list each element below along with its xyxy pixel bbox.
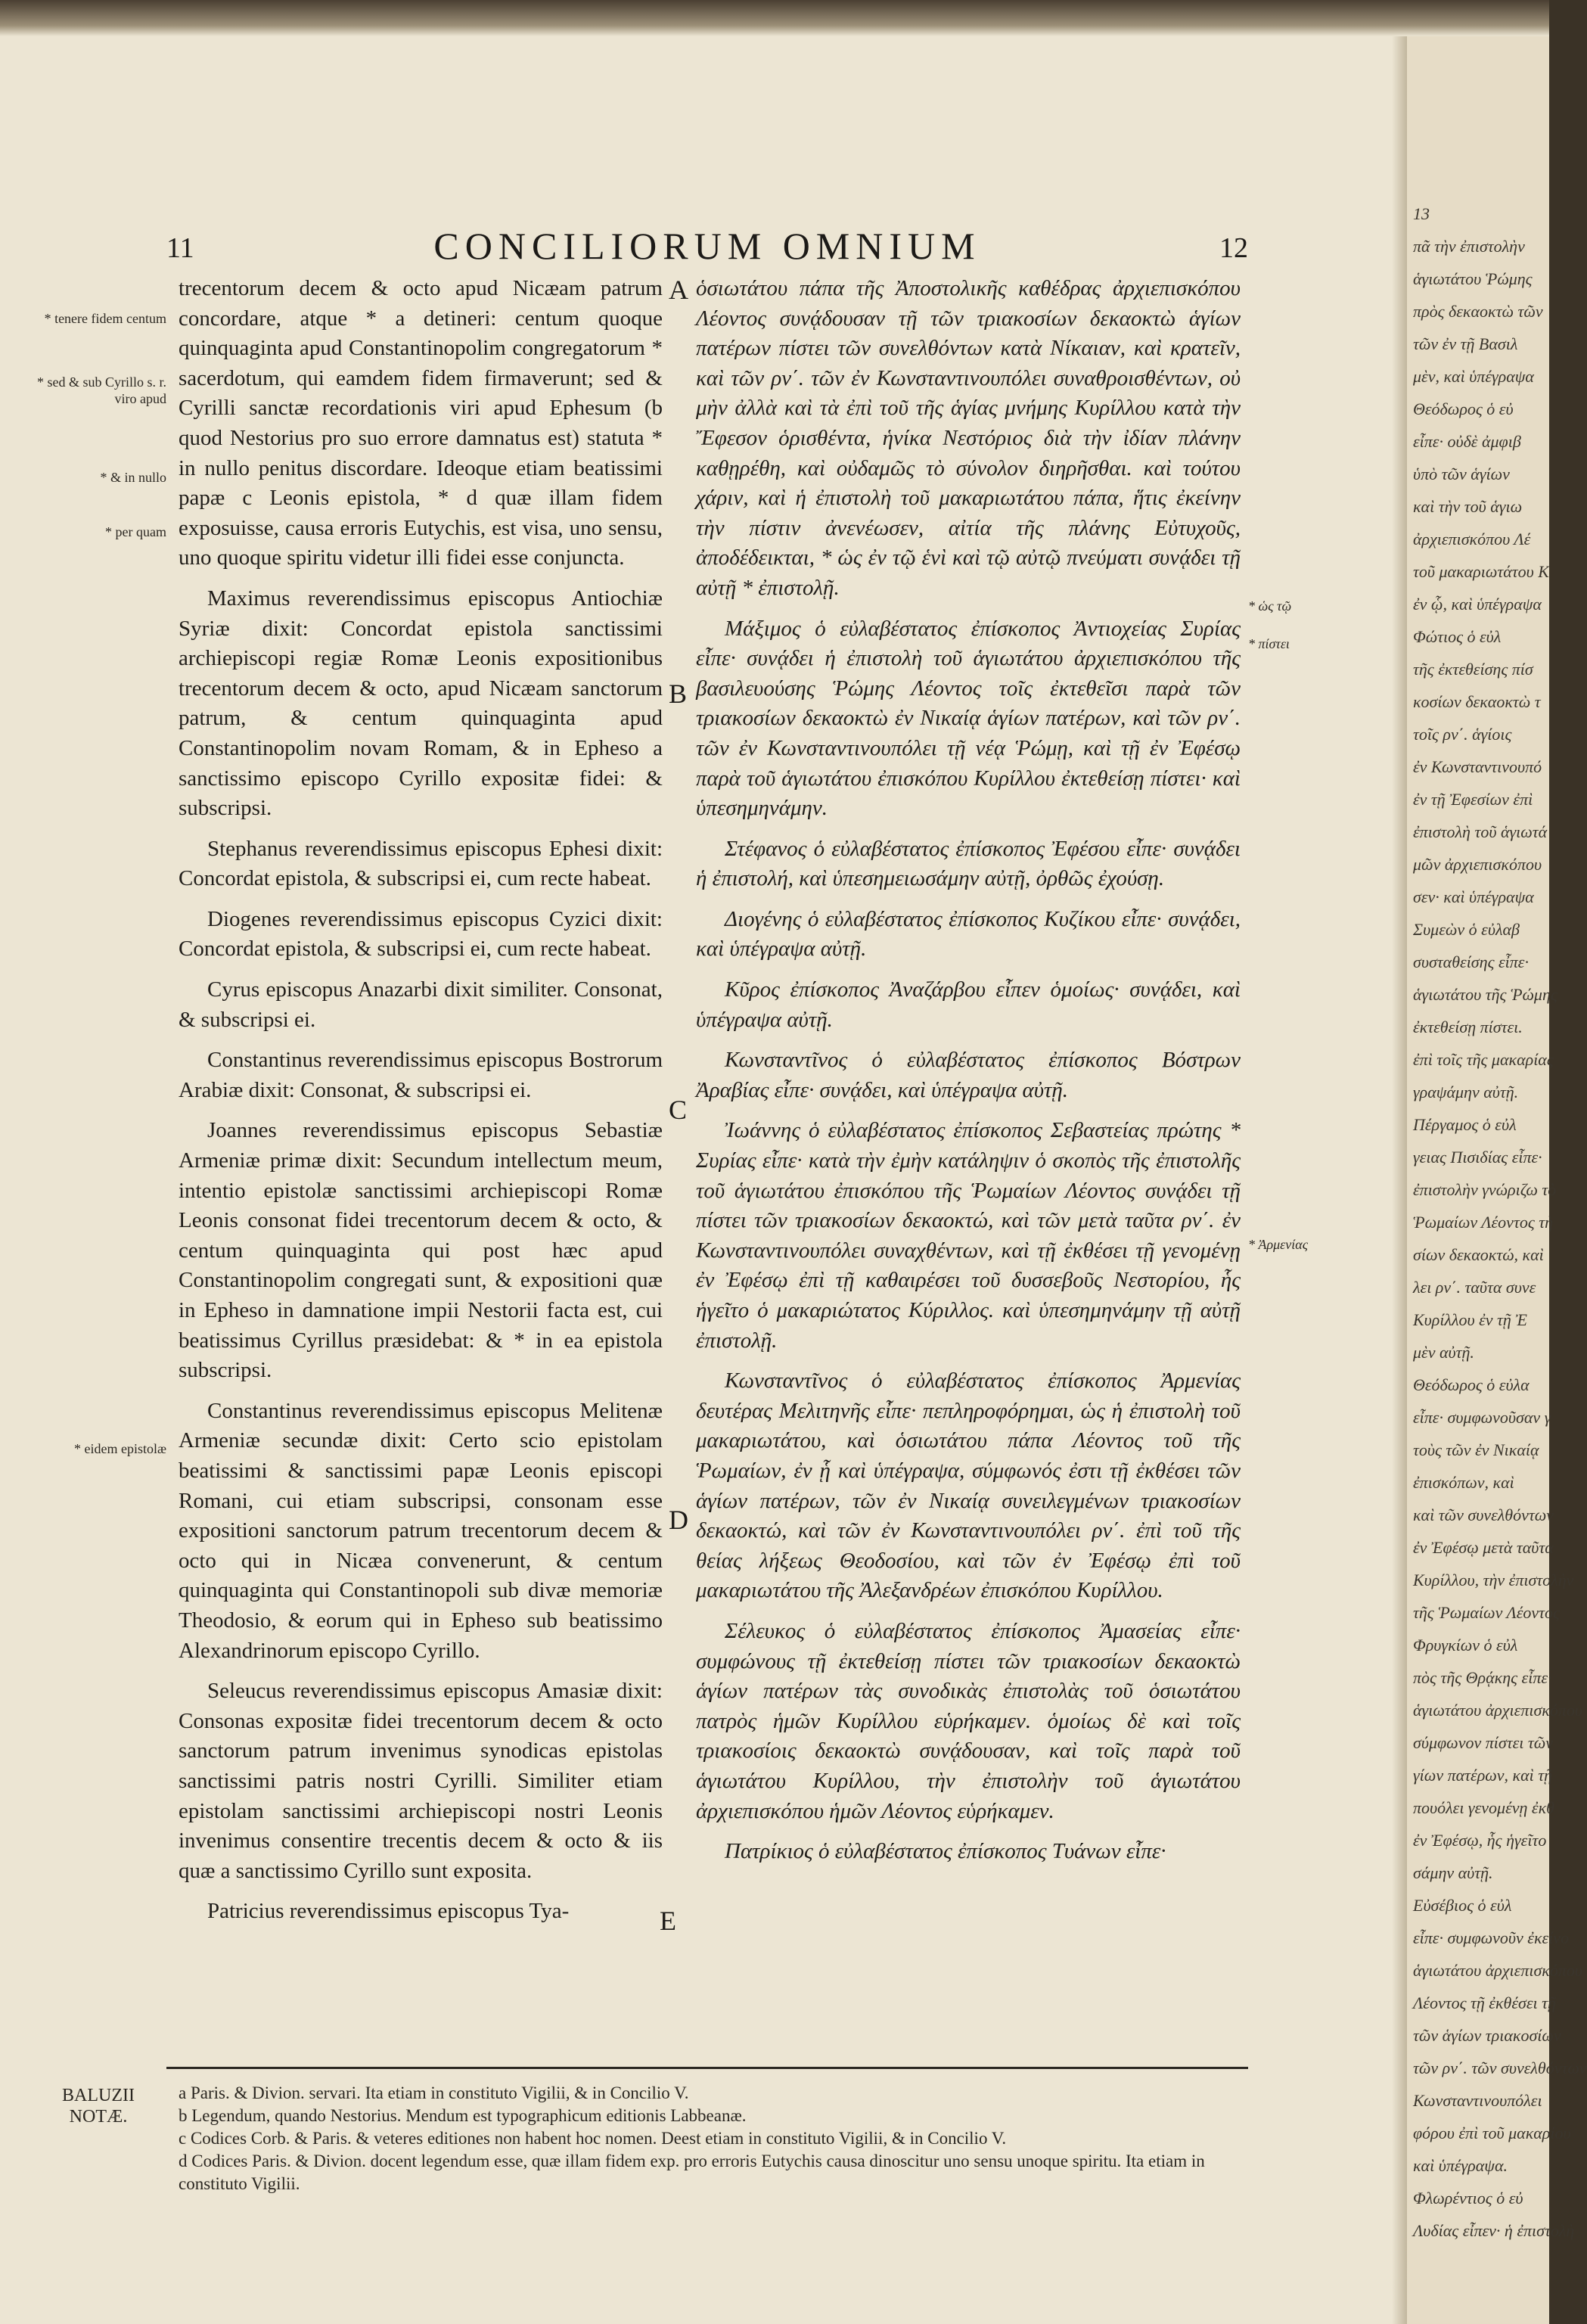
latin-paragraph: Diogenes reverendissimus episcopus Cyzici dixit: Concordat epistola, & subscripsi ei, cum recte habeat. — [179, 906, 663, 962]
latin-paragraph: Constantinus reverendissimus episcopus Bostrorum Arabiæ dixit: Consonat, & subscripsi ei. — [179, 1048, 663, 1102]
footnote: b Legendum, quando Nestorius. Mendum est typographicum editionis Labbeanæ. — [179, 2106, 747, 2125]
adjacent-page-line: ὑπὸ τῶν ἁγίων — [1413, 464, 1510, 483]
adjacent-page-line: Φλωρέντιος ὁ εὐ — [1413, 2189, 1523, 2207]
latin-paragraph: Seleucus reverendissimus episcopus Amasiæ dixit: Consonas expositæ fidei trecentorum decem & octo sanctorum patrum invenimus synodicas epistolas sanctissimi patris nostri Cyrilli. Similiter etiam epistolam sanctissimi archiepiscopi nostri Leonis invenimus consentire trecentis decem & octo & iis quæ a sanctissimo Cyrillo sunt exposita. — [179, 1679, 663, 1883]
adjacent-page-line: καὶ ὑπέγραψα. — [1413, 2156, 1508, 2175]
adjacent-page-line: ἐν τῇ Ἐφεσίων ἐπὶ — [1413, 790, 1533, 809]
adjacent-page-line: λει ρν΄. ταῦτα συνε — [1413, 1278, 1536, 1297]
margin-note-right: * ὡς τῷ — [1248, 598, 1292, 614]
greek-paragraph: Κωνσταντῖνος ὁ εὐλαβέστατος ἐπίσκοπος Βόστρων Ἀραβίας εἶπε· συνᾴδει, καὶ ὑπέγραψα αὐτῇ. — [696, 1048, 1241, 1102]
adjacent-page-line: Λυδίας εἶπεν· ἡ ἐπιστολὴ — [1413, 2221, 1575, 2240]
adjacent-page-line: πουόλει γενομένῃ ἐκθ — [1413, 1798, 1554, 1817]
adjacent-page-line: Εὐσέβιος ὁ εὐλ — [1413, 1896, 1512, 1915]
adjacent-page-line: Θεόδωρος ὁ εὐλα — [1413, 1375, 1530, 1394]
adjacent-page-line: ἐπιστολὴν γνώριζω τὸ — [1413, 1180, 1557, 1199]
adjacent-page-line: Λέοντος τῇ ἐκθέσει τῇ — [1413, 1993, 1556, 2012]
adjacent-page-line: καὶ τὴν τοῦ ἁγιω — [1413, 497, 1523, 516]
adjacent-page-line: πρὸς δεκαοκτὼ τῶν — [1413, 302, 1543, 321]
adjacent-page-line: Κωνσταντινουπόλει — [1413, 2091, 1542, 2110]
adjacent-page-line: τοῖς ρν΄. ἁγίοις — [1413, 725, 1512, 744]
adjacent-page-line: γίων πατέρων, καὶ τῇ — [1413, 1766, 1553, 1785]
adjacent-page-line: Πέργαμος ὁ εὐλ — [1413, 1115, 1517, 1134]
latin-paragraph: Maximus reverendissimus episcopus Antiochiæ Syriæ dixit: Concordat epistola sanctissimi archiepiscopi regiæ Romæ Leonis expositionibus trecentorum decem & octo, apud Nicæam sanctorum patrum, & centum quinquaginta apud Constantinopolim novam Romam, & in Epheso a sanctissimo episcopo Cyrillo expositæ fidei: & subscripsi. — [179, 586, 663, 821]
adjacent-page-line: τοὺς τῶν ἐν Νικαίᾳ — [1413, 1440, 1539, 1459]
adjacent-page-line: τῆς ἐκτεθείσης πίσ — [1413, 660, 1533, 679]
adjacent-page-line: εἶπε· συμφωνοῦν ἐκείνο — [1413, 1928, 1570, 1947]
adjacent-page-line: ἐν Κωνσταντινουπό — [1413, 757, 1542, 776]
greek-paragraph: Σέλευκος ὁ εὐλαβέστατος ἐπίσκοπος Ἀμασείας εἶπε· συμφώνους τῇ ἐκτεθείσῃ πίστει τῶν τριακοσίων δεκαοκτὼ ἁγίων πατέρων τὰς συνοδικὰς ἐπιστολὰς τοῦ ὁσιωτάτου πατρὸς ἡμῶν Κυρίλλου εὑρήκαμεν. ὁμοίως δὲ καὶ τοῖς τριακοσίοις δεκαοκτὼ συνᾴδουσαν, καὶ τοῖς παρὰ τοῦ ἁγιωτάτου Κυρίλλου, τὴν ἐπιστολὴν τοῦ ἁγιωτάτου ἀρχιεπισκόπου ἡμῶν Λέοντος εὑρήκαμεν. — [696, 1618, 1241, 1823]
adjacent-page-line: Κυρίλλου ἐν τῇ Ἐ — [1413, 1310, 1527, 1329]
adjacent-page-line: πὸς τῆς Θρᾴκης εἶπε· — [1413, 1668, 1552, 1687]
adjacent-page-line: ἐν ᾧ, καὶ ὑπέγραψα — [1413, 595, 1542, 614]
adjacent-page-edge — [1407, 0, 1587, 2324]
adjacent-page-line: μὲν αὐτῇ. — [1413, 1343, 1474, 1362]
adjacent-page-line: φόρου ἐπὶ τοῦ μακαρίου — [1413, 2124, 1571, 2142]
adjacent-page-line: ἁγιωτάτου ἀρχιεπισκόπου — [1413, 1701, 1582, 1720]
adjacent-page-line: ἁγιωτάτου τῆς Ῥώμης — [1413, 985, 1557, 1004]
adjacent-page-line: ἐκτεθείσῃ πίστει. — [1413, 1018, 1523, 1036]
adjacent-page-line: ἁγιωτάτου Ῥώμης — [1413, 269, 1533, 288]
adjacent-page-line: ἐπιστολὴ τοῦ ἁγιωτά — [1413, 822, 1548, 841]
greek-column — [696, 274, 1241, 1878]
section-letter: B — [669, 679, 688, 709]
adjacent-page-line: τῶν ρν΄. τῶν συνελθόντων — [1413, 2058, 1587, 2077]
margin-note-left: * per quam — [105, 524, 166, 539]
adjacent-page-line: πᾶ τὴν ἐπιστολὴν — [1413, 237, 1525, 256]
latin-paragraph: Stephanus reverendissimus episcopus Ephesi dixit: Concordat epistola, & subscripsi ei, cum recte habeat. — [179, 836, 663, 891]
section-letter: D — [669, 1505, 688, 1535]
greek-paragraph: ὁσιωτάτου πάπα τῆς Ἀποστολικῆς καθέδρας ἀρχιεπισκόπου Λέοντος συνᾴδουσαν τῇ τῶν τριακοσίων δεκαοκτὼ ἁγίων πατέρων πίστει τῶν συνελθόντων κατὰ Νίκαιαν, καὶ κρατεῖν, καὶ τῶν ρν΄. τῶν ἐν Κωνσταντινουπόλει συναθροισθέντων, οὐ μὴν ἀλλὰ καὶ τὰ ἐπὶ τοῦ τῆς ἁγίας μνήμης Κυρίλλου κατὰ τὴν Ἔφεσον ὁρισθέντα, ἡνίκα Νεστόριος διὰ τὴν ἰδίαν πλάνην καθῃρέθη, καὶ οὐδαμῶς τὸ σύνολον διηρῆσθαι. καὶ τούτου χάριν, καὶ ἡ ἐπιστολὴ τοῦ μακαριωτάτου πάπα, ἥτις ἐκείνην τὴν πίστιν ἀνενέωσεν, αἰτία τῆς πλάνης Εὐτυχοῦς, ἀποδέδεικται, * ὡς ἐν τῷ ἑνὶ καὶ τῷ αὐτῷ πνεύματι συνᾴδει τῇ αὐτῇ * ἐπιστολῇ. — [696, 276, 1241, 600]
greek-paragraph: Κῦρος ἐπίσκοπος Ἀναζάρβου εἶπεν ὁμοίως· συνᾴδει, καὶ ὑπέγραψα αὐτῇ. — [696, 977, 1241, 1032]
adjacent-page-line: ἁγιωτάτου ἀρχιεπισκόπου — [1413, 1961, 1582, 1980]
book-top-edge — [0, 0, 1549, 36]
adjacent-page-line: τοῦ μακαριωτάτου Κ — [1413, 562, 1549, 581]
running-title: CONCILIORUM OMNIUM — [433, 225, 981, 267]
adjacent-page-line: Ῥωμαίων Λέοντος τὴ — [1413, 1213, 1554, 1232]
adjacent-page-line: ἀρχιεπισκόπου Λέ — [1413, 530, 1531, 548]
latin-column — [179, 274, 663, 1937]
adjacent-page-line: σεν· καὶ ὑπέγραψα — [1413, 887, 1534, 906]
adjacent-page-line: συσταθείσης εἶπε· — [1413, 952, 1529, 971]
latin-paragraph: Cyrus episcopus Anazarbi dixit similiter. Consonat, & subscripsi ei. — [179, 977, 663, 1032]
footnote: d Codices Paris. & Divion. docent legendum esse, quæ illam fidem exp. pro erroris Eutychis causa dinoscitur uno sensu unoque spiritu. Ita etiam in constituto Vigilii. — [179, 2152, 1205, 2193]
notes-label: BALUZII NOTÆ. — [62, 2086, 135, 2127]
adjacent-page-line: Θεόδωρος ὁ εὐ — [1413, 399, 1514, 418]
greek-paragraph: Στέφανος ὁ εὐλαβέστατος ἐπίσκοπος Ἐφέσου εἶπε· συνᾴδει ἡ ἐπιστολή, καὶ ὑπεσημειωσάμην αὐτῇ, ὀρθῶς ἐχούσῃ. — [696, 836, 1241, 891]
footnote: c Codices Corb. & Paris. & veteres editiones non habent hoc nomen. Deest etiam in constituto Vigilii, & in Concilio V. — [179, 2129, 1007, 2148]
greek-paragraph: Πατρίκιος ὁ εὐλαβέστατος ἐπίσκοπος Τυάνων εἶπε· — [725, 1839, 1166, 1864]
adjacent-page-line: ἐν Ἐφέσῳ, ἧς ἡγεῖτο — [1413, 1831, 1547, 1850]
latin-paragraph: trecentorum decem & octo apud Nicæam patrum concordare, atque * a detineri: centum quoque quinquaginta apud Constantinopolim congregatorum * sacerdotum, qui eamdem fidem firmaverunt; sed & Cyrilli sanctæ recordationis viri apud Ephesum (b quod Nestorius pro suo errore damnatus est) statuta * in nullo penitus discordare. Ideoque etiam beatissimi papæ c Leonis epistola, * d quæ illam fidem exposuisse, causa erroris Eutychis, est visa, uno sensu, uno quoque spiritu videtur illi fidei esse conjuncta. — [179, 276, 663, 570]
adjacent-page-line: εἶπε· οὐδὲ ἀμφιβ — [1413, 432, 1521, 451]
greek-paragraph: Ἰωάννης ὁ εὐλαβέστατος ἐπίσκοπος Σεβαστείας πρώτης * Συρίας εἶπε· κατὰ τὴν ἐμὴν κατάληψιν ὁ σκοπὸς τῆς ἐπιστολῆς τοῦ ἁγιωτάτου ἐπισκόπου τῆς Ῥωμαίων Λέοντος συνᾴδει τῇ πίστει τῶν τριακοσίων δεκαοκτώ, καὶ τῶν μετὰ ταῦτα ρν΄. ἐν Κωνσταντινουπόλει συναχθέντων, καὶ τῇ ἐκθέσει τῇ γενομένῃ ἐν Ἐφέσῳ ἐπὶ τῇ καθαιρέσει τοῦ δυσσεβοῦς Νεστορίου, ἧς ἡγεῖτο ὁ μακαριώτατος Κύριλλος. καὶ ὑπεσημηνάμην τῇ αὐτῇ ἐπιστολῇ. — [696, 1118, 1241, 1353]
section-letter: C — [669, 1095, 688, 1125]
page-number-left: 11 — [166, 232, 194, 264]
adjacent-page-line: καὶ τῶν συνελθόντων — [1413, 1505, 1554, 1524]
margin-note-right: * πίστει — [1248, 636, 1290, 651]
latin-paragraph: Patricius reverendissimus episcopus Tya- — [207, 1899, 570, 1924]
adjacent-page-line: γειας Πισιδίας εἶπε· — [1413, 1148, 1542, 1167]
adjacent-page-line: ἐπισκόπων, καὶ — [1413, 1473, 1514, 1492]
margin-note-right: * Ἀρμενίας — [1248, 1237, 1309, 1252]
adjacent-page-line: τῆς Ῥωμαίων Λέοντος — [1413, 1603, 1560, 1622]
latin-paragraph: Joannes reverendissimus episcopus Sebastiæ Armeniæ primæ dixit: Secundum intellectum meum, intentio epistolæ sanctissimi archiepiscopi Romæ Leonis consonat fidei trecentorum decem & octo, & centum quinquaginta qui post hæc apud Constantinopolim congregati sunt, & expositioni quæ in Epheso in damnatione impii Nestorii facta est, cui beatissimus Cyrillus præsidebat: & * in ea epistola subscripsi. — [179, 1118, 663, 1383]
adjacent-page-line: μῶν ἀρχιεπισκόπου — [1413, 855, 1542, 874]
adjacent-page-line: ἐν Ἐφέσῳ μετὰ ταῦτα — [1413, 1538, 1554, 1557]
adjacent-page-line: ἐπὶ τοῖς τῆς μακαρίας — [1413, 1050, 1554, 1069]
adjacent-page-line: Συμεὼν ὁ εὐλαβ — [1413, 920, 1520, 939]
adjacent-page-line: Φρυγκίων ὁ εὐλ — [1413, 1636, 1518, 1654]
greek-paragraph: Διογένης ὁ εὐλαβέστατος ἐπίσκοπος Κυζίκου εἶπε· συνᾴδει, καὶ ὑπέγραψα αὐτῇ. — [696, 906, 1241, 962]
adjacent-page-line: σύμφωνον πίστει τῶν — [1413, 1733, 1554, 1752]
adjacent-page-line: 13 — [1413, 204, 1430, 223]
latin-paragraph: Constantinus reverendissimus episcopus Melitenæ Armeniæ secundæ dixit: Certo scio epistolam beatissimi & sanctissimi papæ Leonis episcopi Romani, cui etiam subscripsi, consonam esse expositioni sanctorum patrum trecentorum decem & octo qui in Nicæa convenerunt, & centum quinquaginta qui Constantinopoli sub divæ memoriæ Theodosio, & eorum qui in Epheso sub beatissimo Alexandrinorum episcopo Cyrillo. — [179, 1398, 663, 1663]
adjacent-page-line: κοσίων δεκαοκτὼ τ — [1413, 692, 1541, 711]
footnote-rule — [166, 2067, 1248, 2069]
section-letter: A — [669, 275, 688, 305]
adjacent-page-line: τῶν ἐν τῇ Βασιλ — [1413, 334, 1518, 353]
adjacent-page-line: τῶν ἁγίων τριακοσίων — [1413, 2026, 1561, 2045]
page-number-right: 12 — [1219, 232, 1248, 264]
running-header — [166, 224, 1248, 269]
adjacent-page-line: σάμην αὐτῇ. — [1413, 1863, 1493, 1882]
adjacent-page-line: σίων δεκαοκτώ, καὶ — [1413, 1245, 1544, 1264]
adjacent-page-line: Κυρίλλου, τὴν ἐπιστολὴν — [1413, 1571, 1574, 1589]
footnote: a Paris. & Divion. servari. Ita etiam in constituto Vigilii, & in Concilio V. — [179, 2083, 689, 2102]
margin-note-left: * & in nullo — [100, 470, 166, 485]
adjacent-page-line: γραψάμην αὐτῇ. — [1413, 1083, 1519, 1101]
footnotes — [179, 2082, 1238, 2195]
adjacent-page-line: Φώτιος ὁ εὐλ — [1413, 627, 1502, 646]
margin-note-left: * tenere fidem centum — [44, 311, 166, 326]
greek-paragraph: Κωνσταντῖνος ὁ εὐλαβέστατος ἐπίσκοπος Ἀρμενίας δευτέρας Μελιτηνῆς εἶπε· πεπληροφόρημαι, ὡς ἡ ἐπιστολὴ τοῦ μακαριωτάτου, καὶ ὁσιωτάτου πάπα Λέοντος τοῦ τῆς Ῥωμαίων, ἐν ᾗ καὶ ὑπέγραψα, σύμφωνός ἐστι τῇ ἐκθέσει τῶν ἁγίων πατέρων, τῶν ἐν Νικαίᾳ συνειλεγμένων τριακοσίων δεκαοκτώ, καὶ τῶν ἐν Κωνσταντινουπόλει ρν΄. ἐπὶ τοῦ τῆς θείας λήξεως Θεοδοσίου, καὶ τῶν ἐν Ἐφέσῳ ἐπὶ τοῦ μακαριωτάτου τῆς Ἀλεξανδρέων ἐπισκόπου Κυρίλλου. — [696, 1369, 1241, 1603]
adjacent-page-line: εἶπε· συμφωνοῦσαν γ — [1413, 1408, 1551, 1427]
section-letter: E — [660, 1906, 676, 1936]
margin-note-left: * sed & sub Cyrillo s. r. viro apud — [36, 374, 166, 406]
greek-paragraph: Μάξιμος ὁ εὐλαβέστατος ἐπίσκοπος Ἀντιοχείας Συρίας εἶπε· συνᾴδει ἡ ἐπιστολὴ τοῦ ἁγιωτάτου ἀρχιεπισκόπου τῆς βασιλευούσης Ῥώμης Λέοντος τοῖς ἐκτεθεῖσι παρὰ τῶν τριακοσίων δεκαοκτὼ ἐν Νικαίᾳ ἁγίων πατέρων, καὶ τῶν ρν΄. τῶν ἐν Κωνσταντινουπόλει τῇ νέᾳ Ῥώμῃ, καὶ τῇ ἐν Ἐφέσῳ παρὰ τοῦ ἁγιωτάτου ἐπισκόπου Κυρίλλου ἐκτεθείσῃ πίστει· καὶ ὑπεσημηνάμην. — [696, 616, 1241, 821]
margin-note-left: * eidem epistolæ — [74, 1441, 166, 1456]
adjacent-page-line: μὲν, καὶ ὑπέγραψα — [1413, 367, 1534, 386]
